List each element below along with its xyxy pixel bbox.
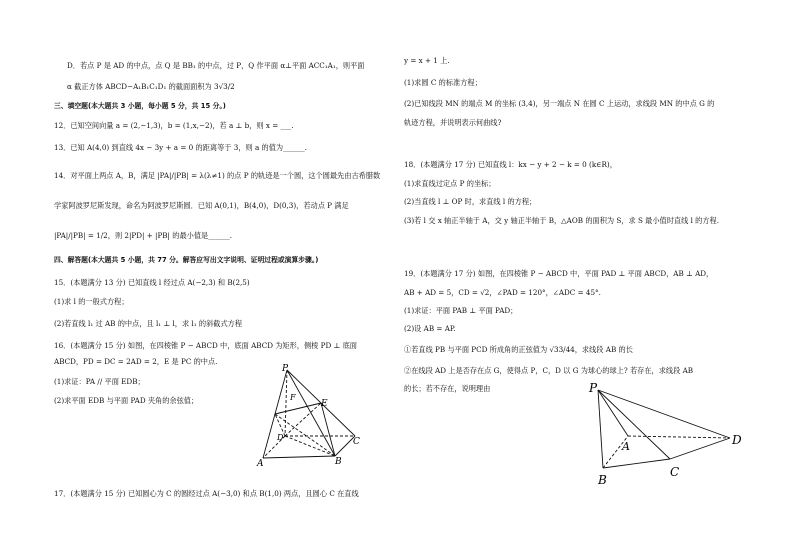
problem-17-cont: y = x + 1 上.: [404, 56, 450, 65]
problem-12: 12．已知空间向量 a = (2,−1,3)，b = (1,x,−2)，若 a ⊥ b，则 x = ___.: [54, 121, 294, 130]
vertex-label-b: B: [335, 457, 342, 467]
problem-14: 14．对平面上两点 A，B，满足 |PA|/|PB| = λ(λ≠1) 的点 P 的轨迹是一个圆，这个圆最先由古希腊数: [54, 171, 381, 180]
pyramid-figure-16: [255, 362, 365, 468]
vertex-label-f: F: [290, 393, 296, 402]
problem-18-part3: (3)若 l 交 x 轴正半轴于 A，交 y 轴正半轴于 B，△AOB 的面积为 S，求 S 最小值时直线 l 的方程.: [404, 216, 720, 225]
problem-11-option-d-cont: α 截正方体 ABCD−A₁B₁C₁D₁ 的截面面积为 3√3/2: [67, 82, 235, 91]
vertex-label-e: E: [321, 399, 328, 409]
problem-18: 18．(本题满分 17 分) 已知直线 l：kx − y + 2 − k = 0 (k∈R)，: [404, 160, 617, 169]
vertex-label-b: B: [598, 473, 607, 487]
problem-16-part2: (2)求平面 EDB 与平面 PAD 夹角的余弦值；: [54, 396, 199, 405]
problem-19-sub1: ①若直线 PB 与平面 PCD 所成角的正弦值为 √33/44，求线段 AB 的长: [404, 345, 633, 354]
problem-16-part1: (1)求证：PA // 平面 EDB；: [54, 377, 145, 386]
problem-15: 15．(本题满分 13 分) 已知直线 l 经过点 A(−2,3) 和 B(2,5): [54, 278, 250, 287]
problem-16: 16．(本题满分 15 分) 如图，在四棱锥 P − ABCD 中，底面 ABCD 为矩形，侧棱 PD ⊥ 底面: [54, 341, 357, 350]
problem-11-option-d: D．若点 P 是 AD 的中点，点 Q 是 BB₁ 的中点，过 P，Q 作平面 α⊥平面 ACC₁A₁，则平面: [67, 61, 365, 70]
problem-19-cont: AB + AD = 5，CD = √2，∠PAD = 120°，∠ADC = 45°.: [404, 288, 601, 297]
problem-19-sub2: ②在线段 AD 上是否存在点 G，使得点 P，C，D 以 G 为球心的球上? 若存在，求线段 AB: [404, 366, 694, 375]
section-3-heading: 三、填空题(本大题共 3 小题，每小题 5 分，共 15 分。): [54, 102, 226, 110]
section-4-heading: 四、解答题(本大题共 5 小题，共 77 分。解答应写出文字说明、证明过程或演算步骤。): [54, 256, 319, 264]
problem-17-part2: (2)已知线段 MN 的端点 M 的坐标 (3,4)，另一端点 N 在圆 C 上运动，求线段 MN 的中点 G 的: [404, 99, 715, 108]
vertex-label-c: C: [670, 465, 680, 479]
problem-18-part1: (1)求直线过定点 P 的坐标；: [404, 179, 496, 188]
vertex-label-p: P: [282, 364, 289, 374]
problem-14-cont2: |PA|/|PB| = 1/2，则 2|PD| + |PB| 的最小值是______.: [54, 231, 233, 240]
problem-19-sub2-cont: 的长；若不存在，说明理由: [404, 384, 491, 393]
problem-17: 17．(本题满分 15 分) 已知圆心为 C 的圆经过点 A(−3,0) 和点 B(1,0) 两点，且圆心 C 在直线: [54, 489, 359, 498]
problem-15-part2: (2)若直线 l₁ 过 AB 的中点，且 l₁ ⊥ l，求 l₁ 的斜截式方程: [54, 319, 243, 328]
problem-16-cont: ABCD，PD = DC = 2AD = 2，E 是 PC 的中点.: [54, 357, 218, 366]
problem-13: 13．已知 A(4,0) 到直线 4x − 3y + a = 0 的距离等于 3，则 a 的值为______.: [54, 143, 307, 152]
problem-14-cont: 学家阿波罗尼斯发现，命名为阿波罗尼斯圆．已知 A(0,1)，B(4,0)，D(0,3)，若动点 P 满足: [54, 201, 349, 210]
problem-19: 19．(本题满分 17 分) 如图，在四棱锥 P − ABCD 中，平面 PAD ⊥ 平面 ABCD，AB ⊥ AD，: [404, 269, 714, 278]
vertex-label-a: A: [257, 459, 264, 468]
pyramid-figure-19: [588, 378, 748, 488]
problem-19-part2: (2)设 AB = AP.: [404, 324, 456, 333]
vertex-label-d: D: [732, 433, 742, 447]
vertex-label-c: C: [353, 437, 360, 447]
vertex-label-p: P: [589, 381, 598, 395]
problem-19-part1: (1)求证：平面 PAB ⊥ 平面 PAD；: [404, 306, 518, 315]
problem-18-part2: (2)当直线 l ⊥ OP 时，求直线 l 的方程；: [404, 197, 537, 206]
vertex-label-a: A: [622, 440, 630, 453]
problem-15-part1: (1)求 l 的一般式方程；: [54, 297, 129, 306]
vertex-label-d: D: [277, 433, 284, 442]
problem-17-part2-cont: 轨迹方程，并说明表示何曲线?: [404, 118, 502, 127]
problem-17-part1: (1)求圆 C 的标准方程；: [404, 78, 482, 87]
